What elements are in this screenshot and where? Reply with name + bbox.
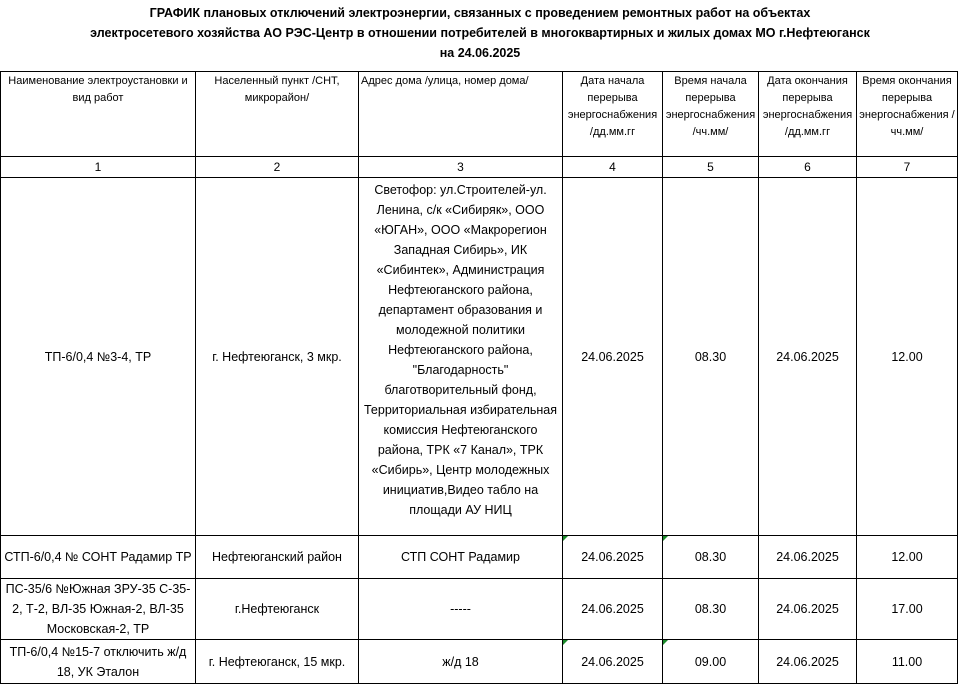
address-cell: ----- <box>359 579 563 640</box>
title-line-2: электросетевого хозяйства АО РЭС-Центр в отношении потребителей в многоквартирных и жилых домах МО г.Нефтеюганск <box>90 26 870 40</box>
installation-cell: ПС-35/6 №Южная ЗРУ-35 С-35-2, Т-2, ВЛ-35 Южная-2, ВЛ-35 Московская-2, ТР <box>1 579 196 640</box>
start-date-cell: 24.06.2025 <box>563 536 663 579</box>
start-date-cell: 24.06.2025 <box>563 579 663 640</box>
header-row <box>1 72 958 157</box>
header-address: Адрес дома /улица, номер дома/ <box>359 72 563 157</box>
title-line-1: ГРАФИК плановых отключений электроэнергии, связанных с проведением ремонтных работ на объектах <box>149 6 811 20</box>
end-date-cell: 24.06.2025 <box>759 536 857 579</box>
installation-cell: СТП-6/0,4 № СОНТ Радамир ТР <box>1 536 196 579</box>
locality-cell: г.Нефтеюганск <box>196 579 359 640</box>
start-time-cell: 08.30 <box>663 178 759 536</box>
end-time-cell: 17.00 <box>857 579 958 640</box>
header-installation: Наименование электроустановки и вид работ <box>1 72 196 157</box>
header-locality: Населенный пункт /СНТ, микрорайон/ <box>196 72 359 157</box>
address-cell: ж/д 18 <box>359 640 563 684</box>
table-row <box>1 579 958 640</box>
start-time-cell: 08.30 <box>663 579 759 640</box>
header-start-time: Время начала перерыва энергоснабжения /чч.мм/ <box>663 72 759 157</box>
end-time-cell: 12.00 <box>857 536 958 579</box>
end-time-cell: 12.00 <box>857 178 958 536</box>
header-end-time: Время окончания перерыва энергоснабжения /чч.мм/ <box>857 72 958 157</box>
document-title <box>0 0 960 63</box>
column-number: 6 <box>759 157 857 178</box>
title-line-3: на 24.06.2025 <box>439 46 521 60</box>
address-cell: Светофор: ул.Строителей-ул. Ленина, с/к «Сибиряк», ООО «ЮГАН», ООО «Макрорегион Западная Сибирь», ИК «Сибинтек», Администрация Нефтеюганского района, департамент образования и молодежной политики Нефтеюганского района, "Благодарность" благотворительный фонд, Территориальная избирательная комиссия Нефтеюганского района, ТРК «7 Канал», ТРК «Сибирь», Центр молодежных инициатив,Видео табло на площади АУ НИЦ <box>359 178 563 536</box>
address-cell: СТП СОНТ Радамир <box>359 536 563 579</box>
end-date-cell: 24.06.2025 <box>759 640 857 684</box>
column-number: 5 <box>663 157 759 178</box>
column-number: 3 <box>359 157 563 178</box>
end-date-cell: 24.06.2025 <box>759 579 857 640</box>
locality-cell: г. Нефтеюганск, 3 мкр. <box>196 178 359 536</box>
header-start-date: Дата начала перерыва энергоснабжения /дд.мм.гг <box>563 72 663 157</box>
column-number: 2 <box>196 157 359 178</box>
start-date-cell: 24.06.2025 <box>563 640 663 684</box>
table-row <box>1 640 958 684</box>
column-number: 4 <box>563 157 663 178</box>
column-number: 7 <box>857 157 958 178</box>
header-end-date: Дата окончания перерыва энергоснабжения /дд.мм.гг <box>759 72 857 157</box>
start-date-cell: 24.06.2025 <box>563 178 663 536</box>
installation-cell: ТП-6/0,4 №3-4, ТР <box>1 178 196 536</box>
start-time-cell: 08.30 <box>663 536 759 579</box>
table-row <box>1 178 958 536</box>
outage-schedule-table <box>0 71 958 684</box>
start-time-cell: 09.00 <box>663 640 759 684</box>
locality-cell: Нефтеюганский район <box>196 536 359 579</box>
column-number-row <box>1 157 958 178</box>
table-row <box>1 536 958 579</box>
end-time-cell: 11.00 <box>857 640 958 684</box>
column-number: 1 <box>1 157 196 178</box>
locality-cell: г. Нефтеюганск, 15 мкр. <box>196 640 359 684</box>
installation-cell: ТП-6/0,4 №15-7 отключить ж/д 18, УК Эталон <box>1 640 196 684</box>
end-date-cell: 24.06.2025 <box>759 178 857 536</box>
